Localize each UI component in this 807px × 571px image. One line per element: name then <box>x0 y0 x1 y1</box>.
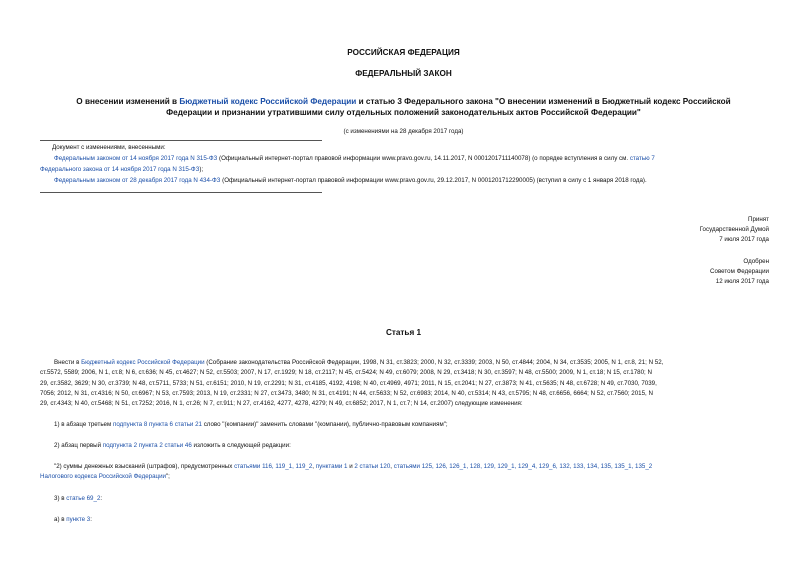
quote-mid: , <box>312 463 316 470</box>
article-paragraph-1 <box>40 358 767 409</box>
country-heading: РОССИЙСКАЯ ФЕДЕРАЦИЯ <box>347 48 460 57</box>
item3-pre: 3) в <box>54 495 67 502</box>
title-pre: О внесении изменений в <box>76 97 180 106</box>
p1-pre: Внести в <box>54 359 82 366</box>
article-quote <box>40 462 767 483</box>
changes-intro: Документ с изменениями, внесенными: <box>52 144 166 151</box>
approved-label: Одобрен <box>743 258 769 265</box>
item1-link[interactable]: подпункта 8 пункта 6 статьи 21 <box>112 421 202 428</box>
quote-link-4[interactable]: статьями 125, 126, 126_1, 128, 129, 129_1, 129_4, 129_6, 132, 133, 134, 135, 135_1, 135_2 <box>393 463 653 470</box>
change-law-1 <box>40 154 768 175</box>
law1-ref2-link[interactable]: Федерального закона от 14 ноября 2017 года N 315-ФЗ <box>40 165 200 173</box>
bottom-divider <box>40 192 322 193</box>
p1-code-link[interactable]: Бюджетный кодекс Российской Федерации <box>81 359 205 366</box>
article-item-1 <box>40 420 767 430</box>
quote-link-3[interactable]: 2 статьи 120 <box>354 463 391 470</box>
law1-ref-link[interactable]: статью 7 <box>629 155 655 162</box>
change-law-2 <box>54 176 768 187</box>
quote-link-1[interactable]: статьями 116, 119_1, 119_2 <box>234 463 313 470</box>
title-post: и статью 3 Федерального закона "О внесении изменений в Бюджетный кодекс Российской <box>356 97 731 106</box>
p1-line4: 7056; 2012, N 31, ст.4316; N 50, ст.6967; N 53, ст.7593; 2013, N 19, ст.2331; N 27, ст.3473, 3480; N 31, ст.4191; N 44, ст.5633; N 52, ст.6983; 2014, N 40, ст.5314; N 43, ст.5795; N 48, ст.6656, 6664; N 52, ст.7560; 2015, N <box>40 389 653 397</box>
p1-line1: (Собрание законодательства Российской Федерации, 1998, N 31, ст.3823; 2000, N 32, ст.3339; 2003, N 50, ст.4844; 2004, N 34, ст.3535; 2005, N 1, ст.8, 21; N 52, <box>204 359 664 366</box>
quote-comma: , <box>390 463 394 470</box>
item3a-pre: а) в <box>54 516 67 523</box>
quote-pre: "2) суммы денежных взысканий (штрафов), предусмотренных <box>54 463 235 470</box>
accepted-date: 7 июля 2017 года <box>719 236 769 243</box>
law1-link[interactable]: Федеральным законом от 14 ноября 2017 года N 315-ФЗ <box>54 155 218 162</box>
law2-link[interactable]: Федеральным законом от 28 декабря 2017 года N 434-ФЗ <box>54 177 221 184</box>
item2-post: изложить в следующей редакции: <box>191 442 291 449</box>
top-divider <box>40 140 322 141</box>
edition-note: (с изменениями на 28 декабря 2017 года) <box>343 128 464 135</box>
law1-end: ); <box>199 165 204 173</box>
doc-type-heading: ФЕДЕРАЛЬНЫЙ ЗАКОН <box>355 69 452 78</box>
item1-pre: 1) в абзаце третьем <box>54 421 113 428</box>
item3-post: : <box>100 495 103 502</box>
accepted-label: Принят <box>748 216 769 223</box>
article-heading: Статья 1 <box>385 328 422 337</box>
article-item-3 <box>40 494 767 504</box>
quote-and: и <box>347 463 355 470</box>
adoption-approved <box>710 257 769 287</box>
approved-date: 12 июля 2017 года <box>715 278 769 285</box>
item3a-link[interactable]: пункте 3 <box>66 516 91 523</box>
item1-post: слово "(компании)" заменить словами "(компании), публично-правовым компаниям"; <box>201 421 448 428</box>
quote-link-5[interactable]: Налогового кодекса Российской Федерации <box>40 473 166 481</box>
p1-line3: 29, ст.3582, 3629; N 30, ст.3739; N 48, ст.5711, 5733; N 51, ст.6151; 2010, N 19, ст.2291; N 31, ст.4185, 4192, 4198; N 40, ст.4969, 4971; 2011, N 15, ст.2041; N 27, ст.3873; N 41, ст.5635; N 48, ст.6728; N 49, ст.7030, 7039, <box>40 379 657 387</box>
p1-line2: ст.5572, 5589; 2006, N 1, ст.8; N 6, ст.636; N 45, ст.4627; N 52, ст.5503; 2007, N 17, ст.1929; N 18, ст.2117; N 45, ст.5424; N 49, ст.6079; 2008, N 29, ст.3418; N 30, ст.3597; N 48, ст.5500; 2009, N 1, ст.18; N 15, ст.1780; N <box>40 369 652 377</box>
p1-line5: 29, ст.4343; N 40, ст.5468; N 51, ст.7252; 2016, N 1, ст.26; N 7, ст.911; N 27, ст.4162, 4277, 4278, 4279; N 49, ст.6852; 2017, N 1, ст.7; N 14, ст.2007) следующие изменения: <box>40 400 523 408</box>
item3-link[interactable]: статье 69_2 <box>66 495 101 502</box>
article-item-3a <box>40 515 767 525</box>
adoption-accepted <box>700 215 769 245</box>
item3a-post: : <box>90 516 92 523</box>
item2-link[interactable]: подпункта 2 пункта 2 статьи 46 <box>102 442 192 449</box>
title-line2: Федерации и признании утратившими силу отдельных положений законодательных актов Российской Федерации" <box>166 107 641 117</box>
title-code-link[interactable]: Бюджетный кодекс Российской Федерации <box>179 97 357 106</box>
quote-link-2[interactable]: пунктами 1 <box>315 463 348 470</box>
law1-text: (Официальный интернет-портал правовой информации www.pravo.gov.ru, 14.11.2017, N 0001201711140078) (о порядке вступления в силу см. <box>217 155 630 162</box>
item2-pre: 2) абзац первый <box>54 442 103 449</box>
article-item-2 <box>40 441 767 451</box>
law2-text: (Официальный интернет-портал правовой информации www.pravo.gov.ru, 29.12.2017, N 0001201712290005) (вступил в силу с 1 января 2018 года). <box>220 177 647 184</box>
accepted-by: Государственной Думой <box>699 226 769 233</box>
quote-end: "; <box>165 473 170 481</box>
approved-by: Советом Федерации <box>710 268 769 275</box>
law-title <box>40 97 767 118</box>
